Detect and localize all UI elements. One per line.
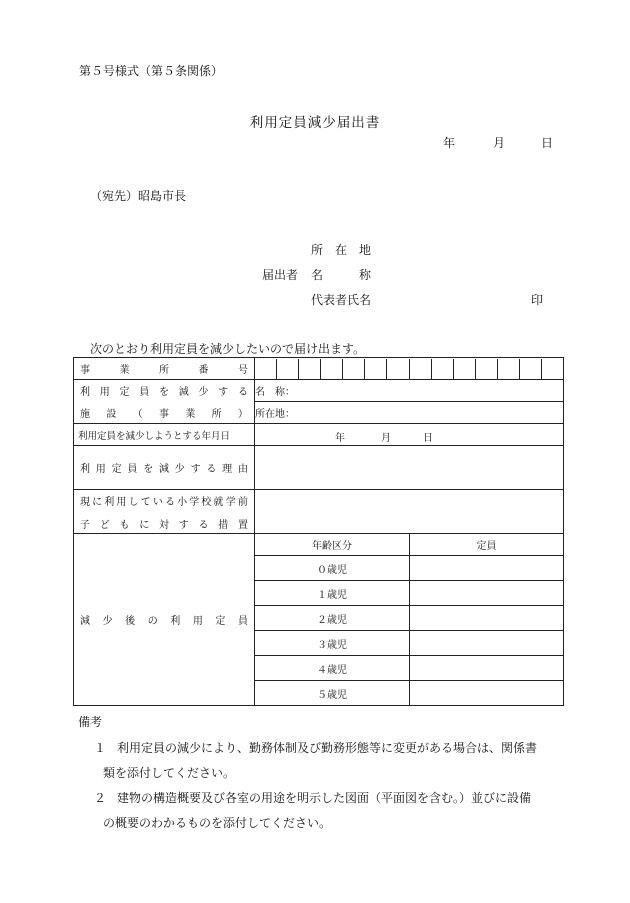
facility-label-line2: 施 設 （ 事 業 所 ） (80, 409, 248, 420)
age-label-4: ４歳児 (255, 656, 410, 681)
digit-box[interactable] (519, 359, 541, 379)
digit-box[interactable] (298, 359, 320, 379)
notes-heading: 備考 (78, 715, 103, 729)
digit-box[interactable] (497, 359, 519, 379)
capacity-header-row (74, 534, 564, 556)
reduce-date-year: 年 (335, 432, 345, 444)
note-1-line2: 類を添付してください。 (103, 766, 236, 780)
digit-box[interactable] (409, 359, 431, 379)
note-2-line1: 建物の構造概要及び各室の用途を明示した図面（平面図を含む。）並びに設備 (117, 791, 532, 805)
capacity-field-2[interactable] (410, 606, 564, 631)
applicant-address-label: 所 在 地 (311, 243, 372, 257)
applicant-name-label: 名 称 (311, 268, 372, 282)
reason-label: 利 用 定 員 を 減 少 す る 理 由 (80, 464, 248, 475)
reason-field[interactable] (255, 446, 564, 490)
capacity-header: 定員 (410, 534, 564, 556)
date-year-label: 年 (443, 136, 456, 150)
age-label-1: １歳児 (255, 581, 410, 606)
reduce-date-label: 利用定員を減少しようとする年月日 (74, 424, 255, 446)
business-number-row (74, 358, 564, 380)
measures-field[interactable] (255, 490, 564, 534)
reduction-form-table (73, 357, 564, 706)
capacity-field-0[interactable] (410, 556, 564, 581)
seal-mark: 印 (531, 293, 544, 307)
digit-box[interactable] (475, 359, 497, 379)
digit-box[interactable] (364, 359, 386, 379)
digit-box[interactable] (386, 359, 408, 379)
note-1-line1: 利用定員の減少により、勤務体制及び勤務形態等に変更がある場合は、関係書 (117, 741, 538, 755)
reason-row (74, 446, 564, 490)
facility-address-field[interactable] (255, 402, 564, 424)
addressee: （宛先）昭島市長 (90, 189, 187, 203)
business-number-boxes[interactable] (255, 358, 564, 380)
digit-box[interactable] (453, 359, 475, 379)
measures-label-line2: 子 ど も に 対 す る 措 置 (80, 519, 248, 531)
digit-box[interactable] (431, 359, 453, 379)
after-capacity-label: 減 少 後 の 利 用 定 員 (80, 616, 248, 627)
digit-box[interactable] (276, 359, 298, 379)
age-label-0: ０歳児 (255, 556, 410, 581)
facility-name-field[interactable] (255, 380, 564, 402)
capacity-field-1[interactable] (410, 581, 564, 606)
measures-row (74, 490, 564, 534)
measures-label-line1: 現 に 利 用 し て い る 小 学 校 就 学 前 (80, 496, 248, 508)
facility-address-label: 所在地： (255, 409, 295, 420)
reduce-date-day: 日 (423, 432, 433, 444)
intro-text: 次のとおり利用定員を減少したいので届け出ます。 (90, 342, 366, 356)
facility-label-line1: 利 用 定 員 を 減 少 す る (80, 387, 248, 398)
date-month-label: 月 (493, 136, 506, 150)
applicant-label: 届出者 (262, 268, 299, 282)
note-2-number: ２ (94, 791, 107, 805)
note-1-number: １ (94, 741, 107, 755)
capacity-field-5[interactable] (410, 681, 564, 706)
age-header: 年齢区分 (255, 534, 410, 556)
age-label-2: ２歳児 (255, 606, 410, 631)
business-number-label-cell (74, 358, 255, 380)
note-2-line2: の概要のわかるものを添付してください。 (103, 816, 332, 830)
after-capacity-label-cell (74, 534, 255, 706)
form-number: 第５号様式（第５条関係） (79, 64, 224, 78)
reduce-date-row (74, 424, 564, 446)
page-title: 利用定員減少届出書 (249, 115, 381, 131)
reduce-date-field[interactable] (255, 424, 564, 446)
business-number-label: 事 業 所 番 号 (80, 365, 248, 376)
measures-label-cell (74, 490, 255, 534)
digit-box[interactable] (320, 359, 342, 379)
facility-name-label: 名 称： (255, 387, 295, 398)
digit-box[interactable] (255, 359, 276, 379)
capacity-field-3[interactable] (410, 631, 564, 656)
capacity-field-4[interactable] (410, 656, 564, 681)
age-label-3: ３歳児 (255, 631, 410, 656)
reduce-date-month: 月 (381, 432, 391, 444)
representative-label: 代表者氏名 (311, 293, 372, 307)
digit-box[interactable] (342, 359, 364, 379)
age-label-5: ５歳児 (255, 681, 410, 706)
reason-label-cell (74, 446, 255, 490)
digit-box[interactable] (541, 359, 563, 379)
date-day-label: 日 (541, 136, 554, 150)
facility-name-row (74, 380, 564, 402)
facility-label-cell (74, 380, 255, 424)
